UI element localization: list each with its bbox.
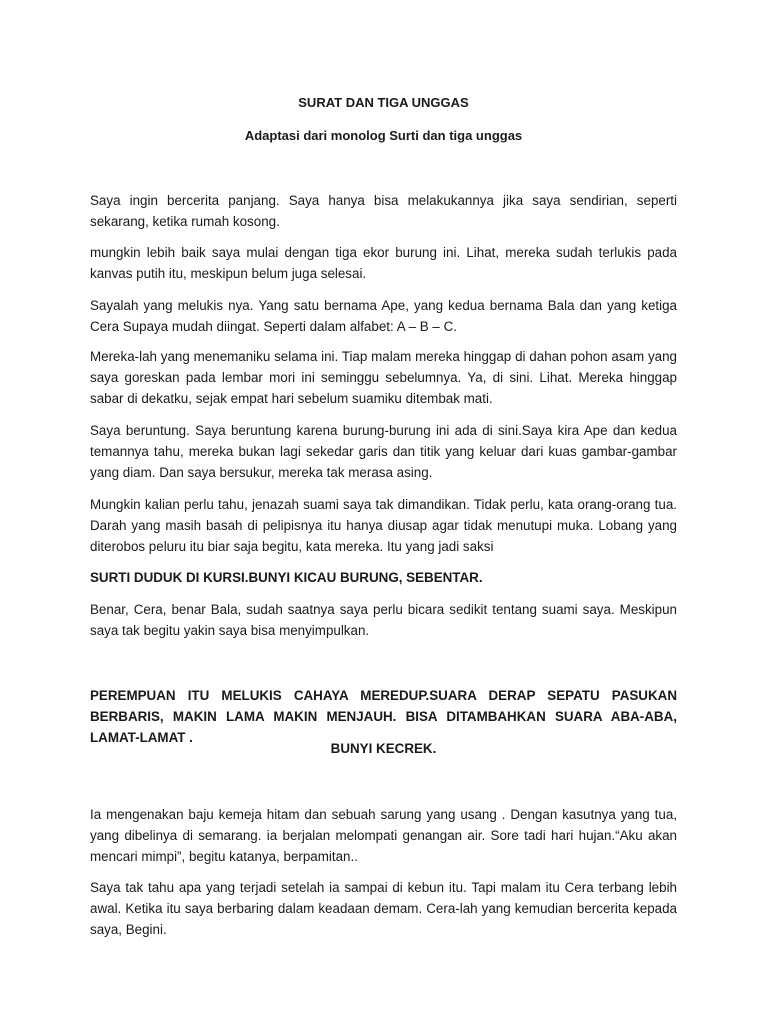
paragraph-6: Mungkin kalian perlu tahu, jenazah suami saya tak dimandikan. Tidak perlu, kata orang-orang tua. Darah yang masih basah di pelipisnya itu hanya diusap agar tidak menutupi muka. Lobang yang diterobos peluru itu biar saja begitu, kata mereka. Itu yang jadi saksi (90, 497, 677, 554)
paragraph-9: Saya tak tahu apa yang terjadi setelah ia sampai di kebun itu. Tapi malam itu Cera terbang lebih awal. Ketika itu saya berbaring dalam keadaan demam. Cera-lah yang kemudian bercerita kepada saya, Begini. (90, 880, 677, 937)
stage-direction-2: PEREMPUAN ITU MELUKIS CAHAYA MEREDUP.SUARA DERAP SEPATU PASUKAN BERBARIS, MAKIN LAMA MAKIN MENJAUH. BISA DITAMBAHKAN SUARA ABA-ABA, LAMAT-LAMAT . (90, 688, 677, 745)
paragraph-4: Mereka-lah yang menemaniku selama ini. Tiap malam mereka hinggap di dahan pohon asam yang saya goreskan pada lembar mori ini seminggu sebelumnya. Ya, di sini. Lihat. Mereka hinggap sabar di dekatku, sejak empat hari sebelum suamiku ditembak mati. (90, 349, 677, 406)
paragraph-3: Sayalah yang melukis nya. Yang satu bernama Ape, yang kedua bernama Bala dan yang ketiga Cera Supaya mudah diingat. Seperti dalam alfabet: A – B – C. (90, 298, 677, 334)
paragraph-2: mungkin lebih baik saya mulai dengan tiga ekor burung ini. Lihat, mereka sudah terlukis pada kanvas putih itu, meskipun belum juga selesai. (90, 245, 677, 281)
paragraph-5: Saya beruntung. Saya beruntung karena burung-burung ini ada di sini.Saya kira Ape dan kedua temannya tahu, mereka bukan lagi sekedar garis dan titik yang keluar dari kuas gambar-gambar yang diam. Dan saya bersukur, mereka tak merasa asing. (90, 423, 677, 480)
stage-direction-1: SURTI DUDUK DI KURSI.BUNYI KICAU BURUNG, SEBENTAR. (90, 570, 483, 585)
document-subtitle: Adaptasi dari monolog Surti dan tiga unggas (244, 128, 523, 143)
document-title: SURAT DAN TIGA UNGGAS (298, 95, 469, 110)
stage-direction-3: BUNYI KECREK. (330, 741, 437, 756)
paragraph-7: Benar, Cera, benar Bala, sudah saatnya saya perlu bicara sedikit tentang suami saya. Meskipun saya tak begitu yakin saya bisa menyimpulkan. (90, 602, 677, 638)
paragraph-8: Ia mengenakan baju kemeja hitam dan sebuah sarung yang usang . Dengan kasutnya yang tua, yang dibelinya di semarang. ia berjalan melompati genangan air. Sore tadi hari hujan.“Aku akan mencari mimpi”, begitu katanya, berpamitan.. (90, 807, 677, 864)
paragraph-1: Saya ingin bercerita panjang. Saya hanya bisa melakukannya jika saya sendirian, seperti sekarang, ketika rumah kosong. (90, 193, 677, 229)
